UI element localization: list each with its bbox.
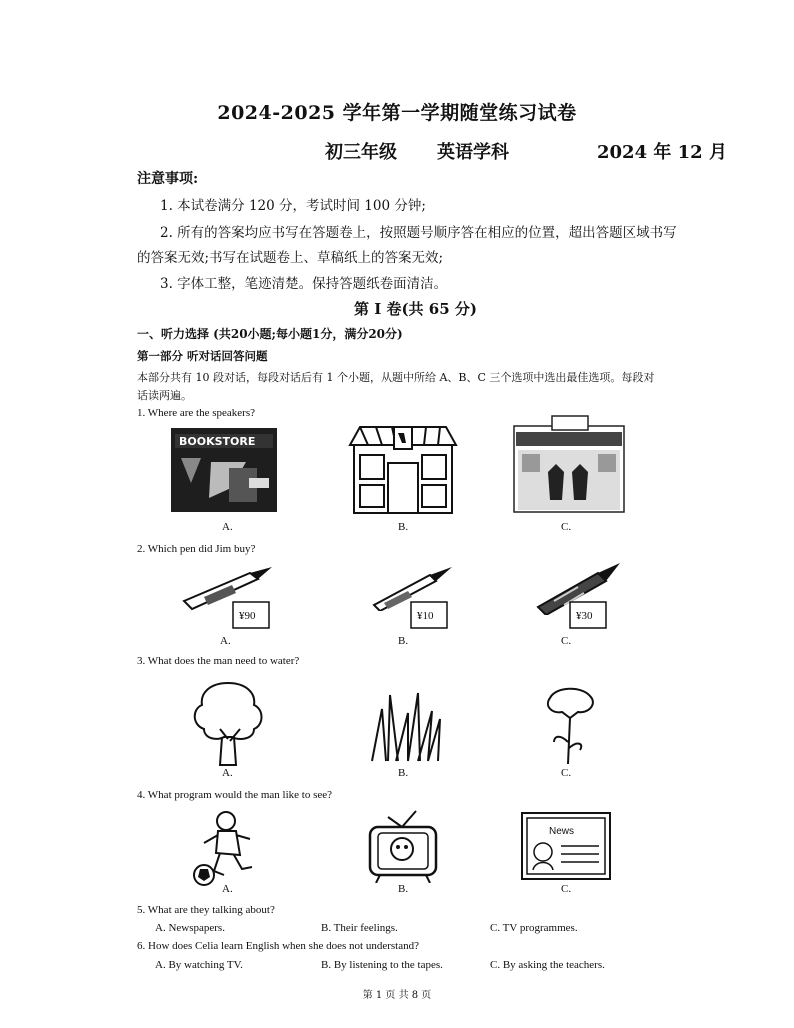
q1-option-b: B. (398, 521, 409, 533)
price-tag-b (410, 601, 448, 629)
q6-option-c: C. By asking the teachers. (490, 959, 605, 971)
news-label: News (549, 826, 575, 837)
part-heading: 第 I 卷(共 65 分) (354, 300, 477, 318)
grass-image (368, 689, 442, 763)
question-4: 4. What program would the man like to see? (137, 789, 332, 801)
shop-building-image (348, 423, 458, 515)
question-3: 3. What does the man need to water? (137, 655, 300, 667)
price-a: ¥90 (239, 610, 256, 622)
bookstore-image (171, 428, 277, 512)
q4-option-a: A. (222, 883, 233, 895)
question-1: 1. Where are the speakers? (137, 407, 255, 419)
q4-option-c: C. (561, 883, 572, 895)
section-heading: 一、听力选择 (共20小题;每小题1分，满分20分) (137, 327, 403, 341)
note-item-3: 3. 字体工整，笔迹清楚。保持答题纸卷面清洁。 (160, 276, 448, 292)
tree-image (190, 679, 266, 767)
q1-option-c: C. (561, 521, 572, 533)
q3-option-c: C. (561, 767, 572, 779)
note-item-1: 1. 本试卷满分 120 分，考试时间 100 分钟; (160, 198, 426, 214)
q1-option-a: A. (222, 521, 233, 533)
note-item-2b: 的答案无效;书写在试题卷上、草稿纸上的答案无效; (137, 250, 444, 266)
flower-image (540, 684, 600, 766)
question-2: 2. Which pen did Jim buy? (137, 543, 256, 555)
q6-option-a: A. By watching TV. (155, 959, 243, 971)
clothing-store-image (512, 414, 627, 514)
notes-heading: 注意事项: (137, 171, 199, 187)
instructions-line-2: 话读两遍。 (137, 389, 192, 402)
price-b: ¥10 (417, 610, 434, 622)
q2-option-b: B. (398, 635, 409, 647)
exam-date: 2024 年 12 月 (597, 142, 727, 163)
q5-option-c: C. TV programmes. (490, 922, 578, 934)
soccer-player-image (190, 809, 258, 887)
q3-option-a: A. (222, 767, 233, 779)
grade-label: 初三年级 (325, 142, 397, 163)
q2-option-c: C. (561, 635, 572, 647)
subsection-heading: 第一部分 听对话回答问题 (137, 349, 268, 363)
tv-cartoon-image (366, 809, 440, 883)
q5-option-b: B. Their feelings. (321, 922, 398, 934)
q6-option-b: B. By listening to the tapes. (321, 959, 443, 971)
price-c: ¥30 (576, 610, 593, 622)
news-program-image (521, 812, 611, 880)
price-tag-c (569, 601, 607, 629)
instructions-line-1: 本部分共有 10 段对话，每段对话后有 1 个小题，从题中所给 A、B、C 三个选项中选出最佳选项。每段对 (137, 371, 655, 384)
q3-option-b: B. (398, 767, 409, 779)
q5-option-a: A. Newspapers. (155, 922, 225, 934)
page-footer: 第 1 页 共 8 页 (362, 990, 432, 1001)
price-tag-a (232, 601, 270, 629)
q4-option-b: B. (398, 883, 409, 895)
question-6: 6. How does Celia learn English when she does not understand? (137, 940, 419, 952)
subject-label: 英语学科 (437, 142, 509, 163)
note-item-2a: 2. 所有的答案均应书写在答题卷上，按照题号顺序答在相应的位置，超出答题区域书写 (160, 225, 677, 241)
exam-title: 2024-2025 学年第一学期随堂练习试卷 (217, 102, 577, 124)
bookstore-sign: BOOKSTORE (179, 435, 256, 448)
question-5: 5. What are they talking about? (137, 904, 275, 916)
q2-option-a: A. (220, 635, 231, 647)
